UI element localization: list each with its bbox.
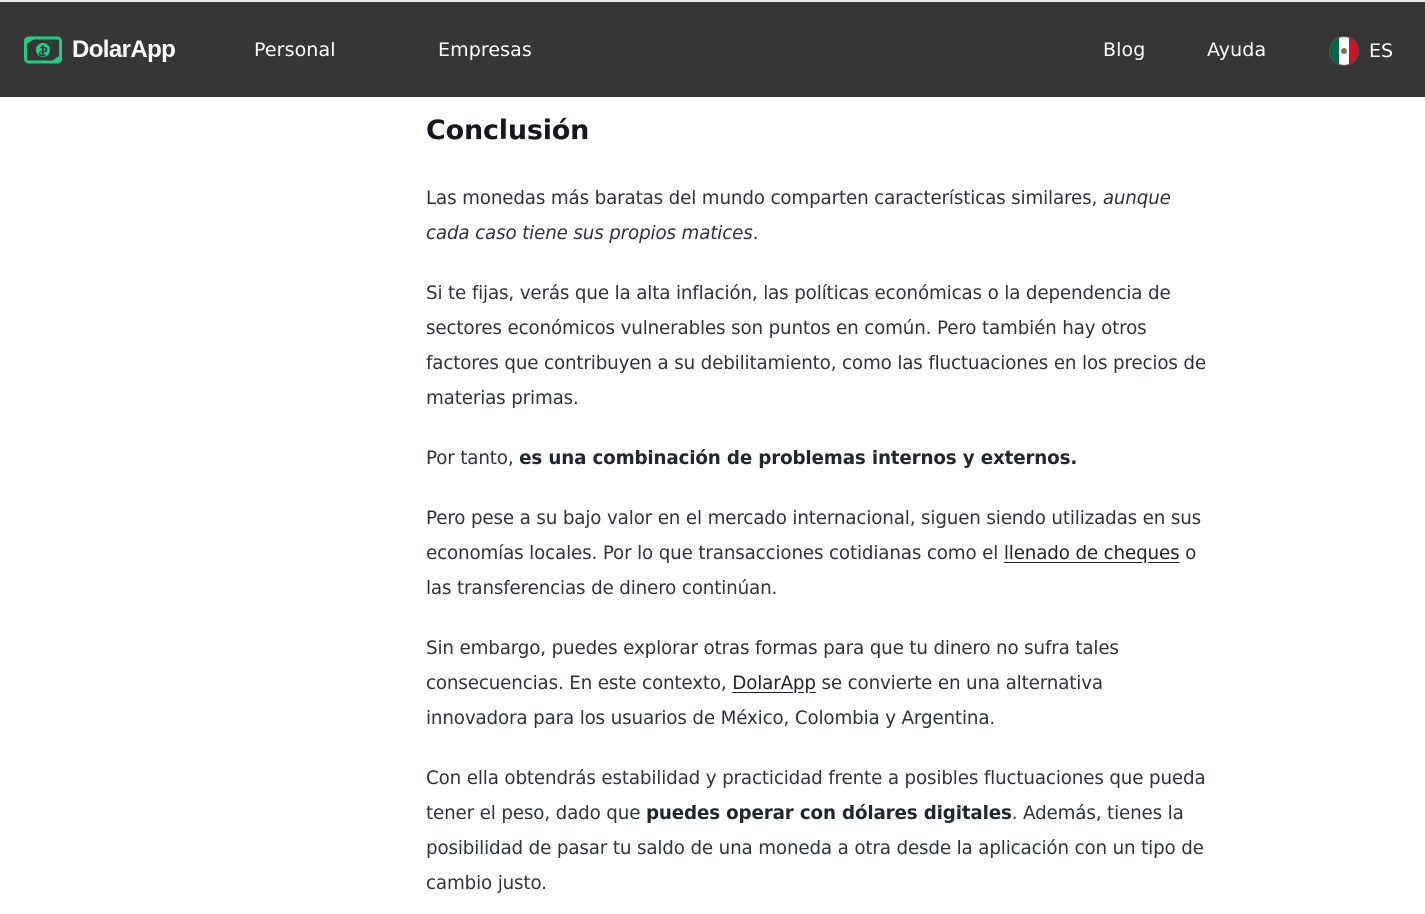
article-body xyxy=(426,113,1206,914)
brand-name: DolarApp xyxy=(72,36,176,63)
nav-blog[interactable]: Blog xyxy=(1103,39,1146,61)
language-selector[interactable] xyxy=(1329,36,1393,66)
nav-personal[interactable]: Personal xyxy=(254,39,336,61)
paragraph-6-strong: puedes operar con dólares digitales xyxy=(645,803,1012,824)
paragraph-6-end: . Además, tienes la posibilidad de pasar tu saldo de una moneda a otra desde la aplicación con un tipo de cambio justo. xyxy=(426,803,1204,894)
paragraph-2: Si te fijas, verás que la alta inflación, las políticas económicas o la dependencia de sectores económicos vulnerables son puntos en común. Pero también hay otros factores que contribuyen a su debilitamiento, como las fluctuaciones en los precios de materias primas. xyxy=(426,283,1206,409)
cheques-link[interactable]: llenado de cheques xyxy=(1003,543,1180,564)
top-navigation-bar xyxy=(0,0,1425,97)
paragraph-1-end: . xyxy=(752,223,759,244)
paragraph-6-text: Con ella obtendrás estabilidad y practicidad frente a posibles fluctuaciones que pueda tener el peso, dado que xyxy=(426,768,1206,824)
language-label: ES xyxy=(1369,40,1394,62)
paragraph-4-end: o las transferencias de dinero continúan. xyxy=(426,543,1197,599)
paragraph-5-end: se convierte en una alternativa innovadora para los usuarios de México, Colombia y Argentina. xyxy=(426,673,1103,729)
paragraph-3-strong: es una combinación de problemas internos y externos. xyxy=(519,448,1078,469)
paragraph-1-text: Las monedas más baratas del mundo comparten características similares, xyxy=(426,188,1103,209)
mexico-flag-icon xyxy=(1329,36,1359,66)
paragraph-5-text: Sin embargo, puedes explorar otras formas para que tu dinero no sufra tales consecuencias. En este contexto, xyxy=(426,638,1119,694)
paragraph-1 xyxy=(426,181,1206,251)
section-heading: Conclusión xyxy=(426,115,590,146)
paragraph-6 xyxy=(426,761,1206,901)
paragraph-1-emphasis: aunque cada caso tiene sus propios matices xyxy=(426,188,1171,244)
nav-ayuda[interactable]: Ayuda xyxy=(1207,39,1267,61)
paragraph-4-text: Pero pese a su bajo valor en el mercado internacional, siguen siendo utilizadas en sus economías locales. Por lo que transacciones cotidianas como el xyxy=(426,508,1202,564)
brand-logo[interactable] xyxy=(24,35,175,65)
paragraph-3 xyxy=(426,441,1206,476)
paragraph-3-text: Por tanto, xyxy=(426,448,520,469)
paragraph-4 xyxy=(426,501,1206,606)
dolarapp-link[interactable]: DolarApp xyxy=(732,673,816,694)
dolarapp-logo-icon xyxy=(24,35,64,65)
nav-empresas[interactable]: Empresas xyxy=(438,39,532,61)
paragraph-5 xyxy=(426,631,1206,736)
